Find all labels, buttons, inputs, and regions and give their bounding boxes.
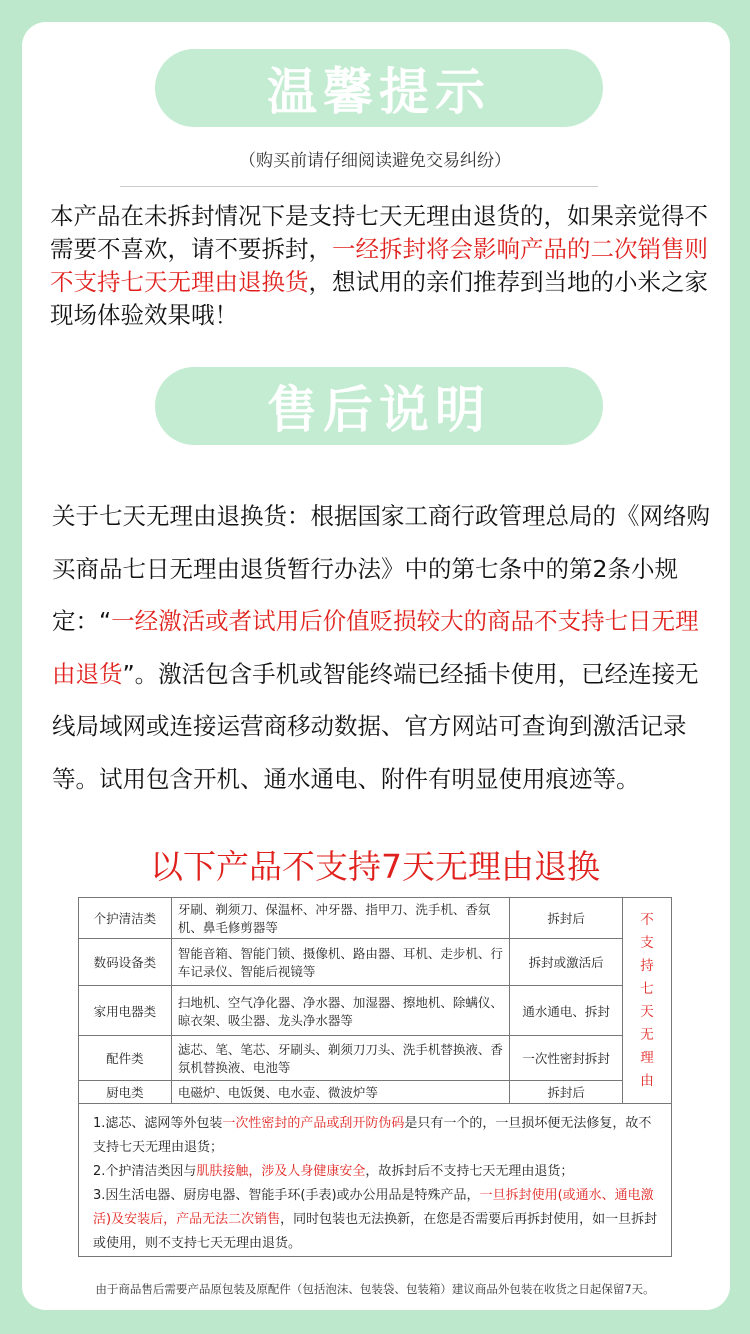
side-label-char: 不 xyxy=(640,911,654,928)
side-label-char: 理 xyxy=(640,1049,654,1066)
tip-paragraph xyxy=(50,200,715,332)
items-cell: 智能音箱、智能门锁、摄像机、路由器、耳机、走步机、行车记录仪、智能后视镜等 xyxy=(171,939,509,986)
note-text: 3.因生活电器、厨房电器、智能手环(手表)或办公用品是特殊产品， xyxy=(93,1188,480,1203)
condition-cell: 拆封后 xyxy=(510,1081,623,1104)
aftersale-title: 售后说明 xyxy=(267,381,491,439)
tip-subtitle: （购买前请仔细阅读避免交易纠纷） xyxy=(239,151,511,171)
category-cell: 配件类 xyxy=(79,1036,172,1081)
note-text: 是只有一个的，一旦损坏便无法修复，故不支持七天无理由退货； xyxy=(93,1116,652,1155)
divider xyxy=(120,186,598,187)
note-text: 2.个护清洁类因与 xyxy=(93,1164,197,1179)
note-text: ，同时包装也无法换新，在您是否需要后再拆封使用，如一旦拆封或使用，则不支持七天无理由退货。 xyxy=(93,1212,658,1251)
category-cell: 家用电器类 xyxy=(79,986,172,1036)
tip-title-banner xyxy=(155,49,603,127)
note-1 xyxy=(93,1112,659,1160)
items-cell: 牙刷、剃须刀、保温杯、冲牙器、指甲刀、洗手机、香氛机、鼻毛修剪器等 xyxy=(171,898,509,939)
notes-box xyxy=(78,1103,672,1257)
category-cell: 个护清洁类 xyxy=(79,898,172,939)
aftersale-paragraph xyxy=(52,490,717,805)
condition-cell: 拆封或激活后 xyxy=(510,939,623,986)
side-label-char: 无 xyxy=(640,1026,654,1043)
note-highlight: 一次性密封的产品或刮开防伪码 xyxy=(222,1116,405,1131)
table-row xyxy=(79,1081,672,1104)
aftersale-text-end: ”。激活包含手机或智能终端已经插卡使用，已经连接无线局域网或连接运营商移动数据、官方网站可查询到激活记录等。试用包含开机、通水通电、附件有明显使用痕迹等。 xyxy=(52,659,699,793)
side-label-char: 天 xyxy=(640,1003,654,1020)
items-cell: 滤芯、笔、笔芯、牙刷头、剃须刀刀头、洗手机替换液、香氛机替换液、电池等 xyxy=(171,1036,509,1081)
tip-warning-text: 一经拆封将会影响产品的二次销售则不支持七天无理由退换货 xyxy=(50,235,708,296)
items-cell: 扫地机、空气净化器、净水器、加湿器、擦地机、除螨仪、晾衣架、吸尘器、龙头净水器等 xyxy=(171,986,509,1036)
table-row xyxy=(79,1036,672,1081)
return-policy-table xyxy=(78,897,672,1104)
items-cell: 电磁炉、电饭煲、电水壶、微波炉等 xyxy=(171,1081,509,1104)
footer-note: 由于商品售后需要产品原包装及原配件（包括泡沫、包装袋、包装箱）建议商品外包装在收货之日起保留7天。 xyxy=(95,1282,655,1296)
note-3 xyxy=(93,1184,659,1256)
side-label-char: 由 xyxy=(640,1072,654,1089)
table-row xyxy=(79,986,672,1036)
note-text: ，故拆封后不支持七天无理由退货； xyxy=(365,1164,574,1179)
condition-cell: 一次性密封拆封 xyxy=(510,1036,623,1081)
note-text: 1.滤芯、滤网等外包装 xyxy=(93,1116,223,1131)
side-label-char: 七 xyxy=(640,980,654,997)
category-cell: 厨电类 xyxy=(79,1081,172,1104)
condition-cell: 拆封后 xyxy=(510,898,623,939)
tip-title: 温馨提示 xyxy=(267,63,491,121)
side-label-char: 支 xyxy=(640,934,654,951)
note-2 xyxy=(93,1160,659,1184)
tip-text-end: ，想试用的亲们推荐到当地的小米之家现场体验效果哦！ xyxy=(50,268,708,329)
condition-cell: 通水通电、拆封 xyxy=(510,986,623,1036)
aftersale-title-banner xyxy=(155,367,603,445)
note-highlight: 一旦拆封使用(或通水、通电激活)及安装后，产品无法二次销售 xyxy=(93,1188,654,1227)
aftersale-text: 关于七天无理由退换货：根据国家工商行政管理总局的《网络购买商品七日无理由退货暂行办法》中的第七条中的第2条小规定：“ xyxy=(52,502,710,635)
not-supported-side-label xyxy=(623,898,672,1104)
category-cell: 数码设备类 xyxy=(79,939,172,986)
unsupported-products-headline: 以下产品不支持7天无理由退换 xyxy=(150,847,600,886)
side-label-char: 持 xyxy=(640,957,654,974)
note-highlight: 肌肤接触，涉及人身健康安全 xyxy=(196,1164,366,1179)
aftersale-warning-text: 一经激活或者试用后价值贬损较大的商品不支持七日无理由退货 xyxy=(52,607,699,688)
tip-text: 本产品在未拆封情况下是支持七天无理由退货的，如果亲觉得不需要不喜欢，请不要拆封， xyxy=(50,202,708,263)
table-row xyxy=(79,898,672,939)
table-row xyxy=(79,939,672,986)
